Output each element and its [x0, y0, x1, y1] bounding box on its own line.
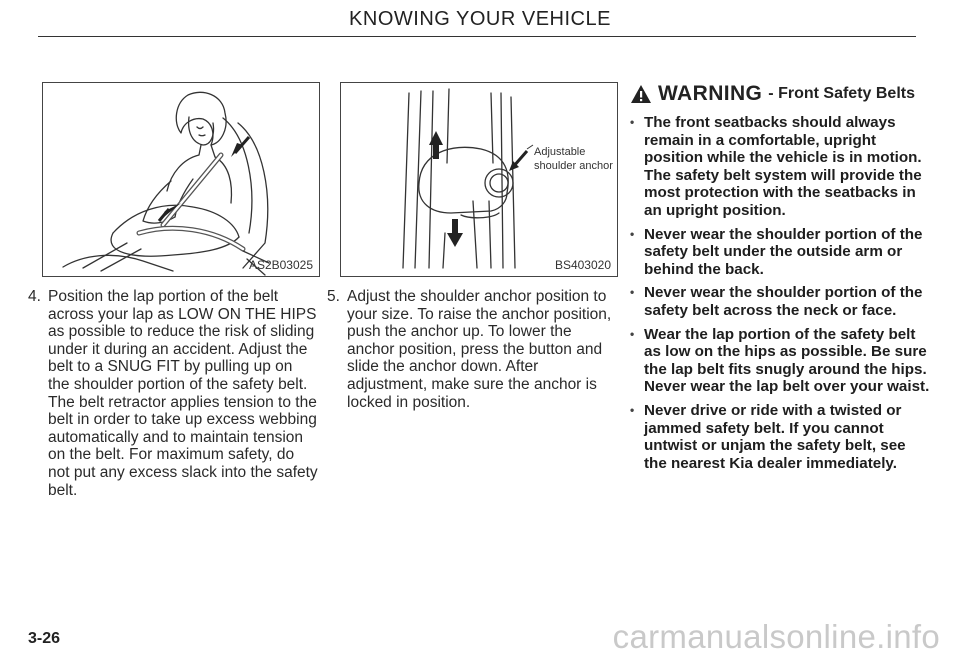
figure-code: BS403020	[554, 258, 611, 272]
warning-subtitle: - Front Safety Belts	[768, 85, 915, 102]
warning-item: • Never wear the shoulder portion of the safety belt under the outside arm or behind the back.	[630, 226, 930, 279]
warning-item: • Wear the lap portion of the safety belt as low on the hips as possible. Be sure the lap belt fits snugly around the hips. Never wear the lap belt over your waist.	[630, 326, 930, 396]
step-text: Position the lap portion of the belt across your lap as LOW ON THE HIPS as possible to reduce the risk of sliding under it during an accident. Adjust the belt to a SNUG FIT by pulling up on the shoulder portion of the safety belt. The belt retractor applies tension to the belt in order to take up excess webbing automatically and to maintain tension on the belt. For maximum safety, do not put any excess slack into the safety belt.	[48, 288, 318, 499]
step-number: 4.	[28, 288, 41, 305]
anchor-illustration	[341, 83, 617, 276]
page-number: 3-26	[28, 630, 61, 647]
warning-section	[630, 82, 930, 478]
watermark: carmanualsonline.info	[612, 618, 940, 655]
callout-line: shoulder anchor	[534, 160, 613, 172]
figure-shoulder-anchor	[340, 82, 618, 277]
anchor-callout	[534, 145, 613, 173]
warning-item: • Never drive or ride with a twisted or jammed safety belt. If you cannot untwist or unjam the safety belt, see the nearest Kia dealer immediately.	[630, 402, 930, 472]
warning-item: • Never wear the shoulder portion of the safety belt across the neck or face.	[630, 284, 930, 319]
warning-title: WARNING	[658, 82, 763, 105]
step-4	[28, 288, 318, 499]
warning-triangle-icon	[630, 84, 652, 104]
figure-seated-belt	[42, 82, 320, 277]
warning-list	[630, 114, 930, 472]
callout-line: Adjustable	[534, 146, 586, 158]
step-number: 5.	[327, 288, 340, 305]
step-text: Adjust the shoulder anchor position to your size. To raise the anchor position, push the anchor up. To lower the anchor position, press the button and slide the anchor down. After adjustment, make sure the anchor is locked in position.	[347, 288, 612, 411]
seatbelt-illustration	[43, 83, 319, 276]
figure-code: AS2B03025	[248, 258, 313, 272]
warning-heading	[630, 82, 930, 106]
warning-item: • The front seatbacks should always remain in a comfortable, upright position while the vehicle is in motion. The safety belt system will provide the most protection with the seatbacks in an upright position.	[630, 114, 930, 220]
step-5	[327, 288, 617, 411]
page-header-title: KNOWING YOUR VEHICLE	[349, 8, 611, 30]
header-divider	[38, 36, 916, 37]
